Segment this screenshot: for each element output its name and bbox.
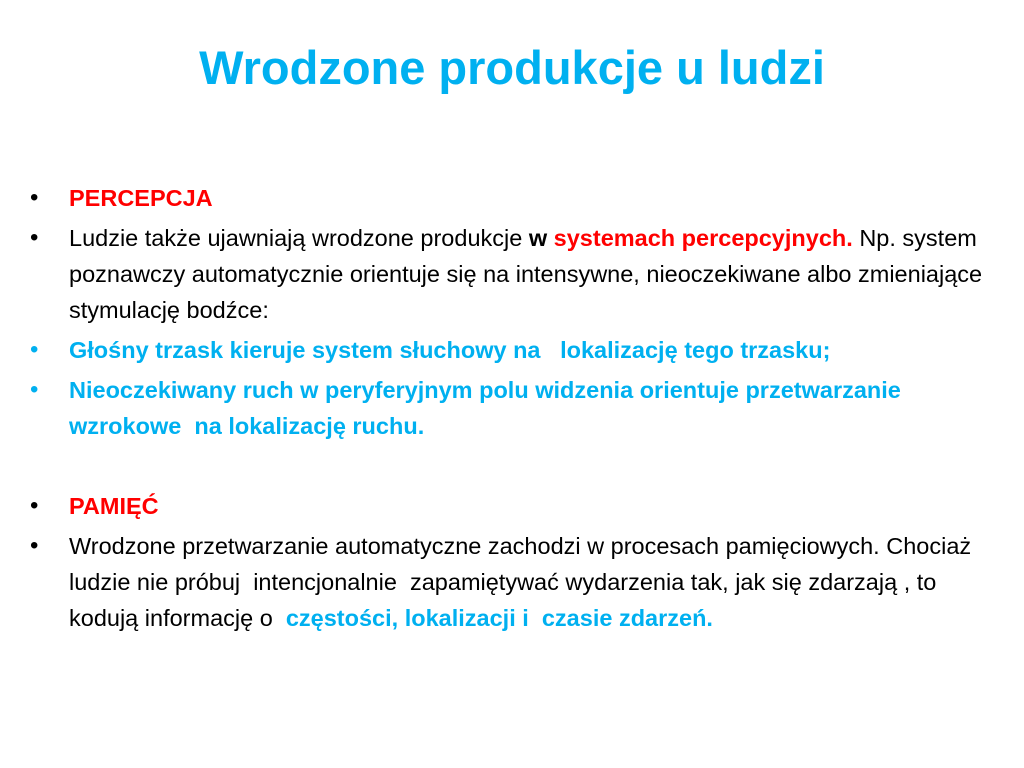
bullet-text-highlight: częstości, lokalizacji i czasie zdarzeń. [285, 605, 713, 631]
bullet-text: Np. system poznawczy automatycznie orientuje się na intensywne, nieoczekiwane albo zmieniające stymulację bodźce: [69, 225, 983, 323]
bullet-item-pamiec [30, 488, 1005, 524]
slide-title: Wrodzone produkcje u ludzi [199, 41, 825, 94]
bullet-text-highlight: Głośny trzask kieruje system słuchowy na lokalizację tego trzasku; [69, 337, 831, 363]
bullet-dot-icon: • [30, 224, 39, 251]
bullet-dot-icon: • [30, 376, 39, 403]
bullet-text-highlight: Nieoczekiwany ruch w peryferyjnym polu widzenia orientuje przetwarzanie wzrokowe na lokalizację ruchu. [69, 377, 908, 439]
bullet-item-text [30, 220, 1005, 328]
bullet-list [30, 180, 1005, 636]
bullet-dot-icon: • [30, 492, 39, 519]
bullet-text-bold: w [528, 225, 554, 251]
bullet-dot-icon: • [30, 532, 39, 559]
bullet-item-text [30, 528, 1005, 636]
section-heading: PAMIĘĆ [69, 493, 159, 519]
bullet-dot-icon: • [30, 184, 39, 211]
bullet-text-highlight: systemach percepcyjnych. [553, 225, 853, 251]
bullet-item-percepcja [30, 180, 1005, 216]
section-heading: PERCEPCJA [69, 185, 213, 211]
bullet-text: Wrodzone przetwarzanie automatyczne zachodzi w procesach pamięciowych. Chociaż ludzie nie próbuj intencjonalnie zapamiętywać wydarzenia tak, jak się zdarzają , to kodują informację o [69, 533, 978, 631]
bullet-text: Ludzie także ujawniają wrodzone produkcje [69, 225, 529, 251]
bullet-item-highlight [30, 372, 1005, 444]
bullet-dot-icon: • [30, 336, 39, 363]
bullet-item-highlight [30, 332, 1005, 368]
